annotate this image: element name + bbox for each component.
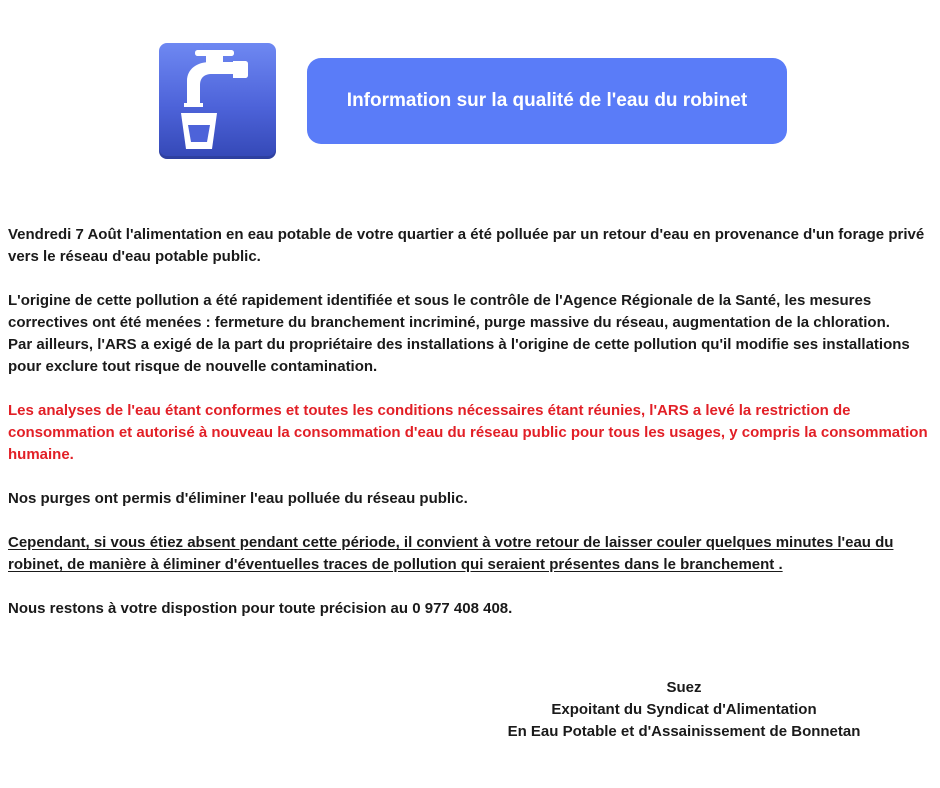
notice-paragraph-purges: Nos purges ont permis d'éliminer l'eau polluée du réseau public. bbox=[8, 490, 468, 507]
notice-body bbox=[8, 224, 930, 620]
notice-paragraph-ars-requirement: Par ailleurs, l'ARS a exigé de la part du propriétaire des installations à l'origine de cette pollution qu'il modifie ses installations pour exclure tout risque de nouvelle contamination. bbox=[8, 336, 910, 375]
signature-organization: En Eau Potable et d'Assainissement de Bonnetan bbox=[507, 723, 861, 740]
notice-paragraph-origin: L'origine de cette pollution a été rapidement identifiée et sous le contrôle de l'Agence Régionale de la Santé, les mesures correctives ont été menées : fermeture du branchement incriminé, purge massive du réseau, augmentation de la chloration. bbox=[8, 292, 890, 331]
paragraph-spacer bbox=[8, 510, 930, 532]
notice-paragraph-contact: Nous restons à votre dispostion pour toute précision au 0 977 408 408. bbox=[8, 600, 513, 617]
paragraph-spacer bbox=[8, 268, 930, 290]
paragraph-spacer bbox=[8, 378, 930, 400]
page-title: Information sur la qualité de l'eau du robinet bbox=[346, 90, 748, 111]
water-tap-logo bbox=[159, 43, 276, 159]
notice-paragraph-pollution: Vendredi 7 Août l'alimentation en eau potable de votre quartier a été polluée par un retour d'eau en provenance d'un forage privé vers le réseau d'eau potable public. bbox=[8, 226, 925, 265]
paragraph-spacer bbox=[8, 466, 930, 488]
notice-paragraph-advice: Cependant, si vous étiez absent pendant cette période, il convient à votre retour de laisser couler quelques minutes l'eau du robinet, de manière à éliminer d'éventuelles traces de pollution qui seraient présentes dans le branchement . bbox=[8, 534, 894, 573]
notice-paragraph-restriction-lifted: Les analyses de l'eau étant conformes et toutes les conditions nécessaires étant réunies, l'ARS a levé la restriction de consommation et autorisé à nouveau la consommation d'eau du réseau public pour tous les usages, y compris la consommation humaine. bbox=[8, 402, 928, 463]
title-banner bbox=[307, 58, 787, 144]
signature-role: Expoitant du Syndicat d'Alimentation bbox=[551, 701, 817, 718]
water-tap-icon bbox=[159, 43, 276, 159]
signature-company: Suez bbox=[666, 679, 702, 696]
paragraph-spacer bbox=[8, 576, 930, 598]
signature-block bbox=[470, 677, 898, 743]
